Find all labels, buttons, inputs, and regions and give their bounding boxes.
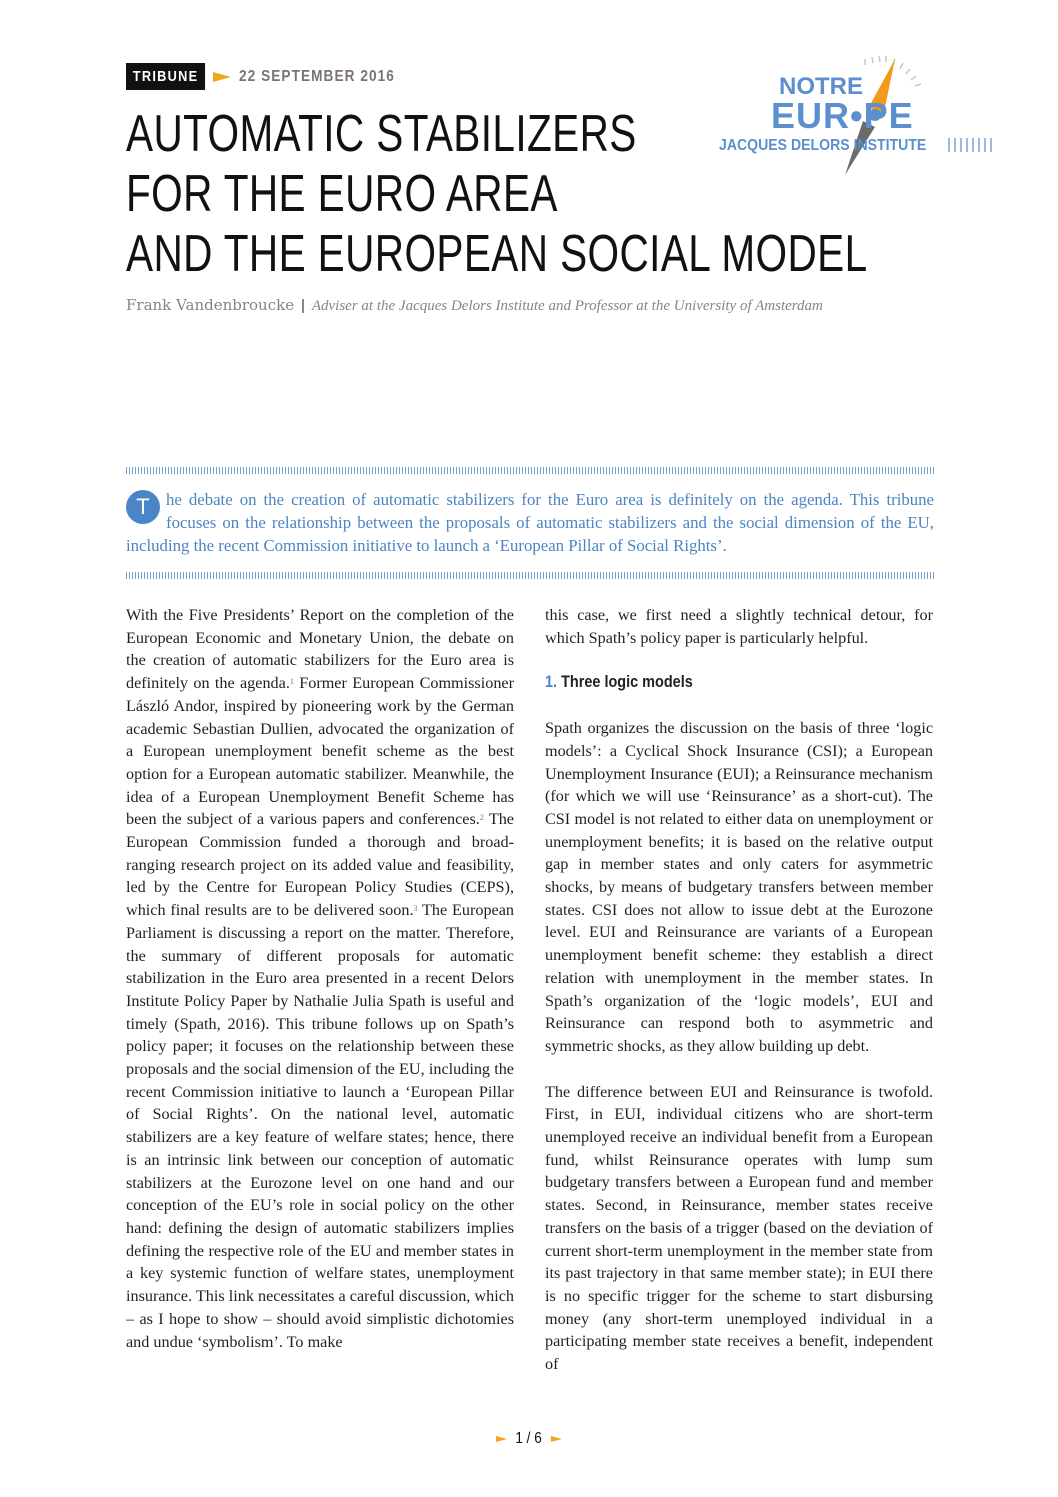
- page-title: [126, 104, 868, 284]
- paragraph: Spath organizes the discussion on the basis of three ‘logic models’: a Cyclical Shock Insurance (CSI); a European Unemployment Insurance (EUI); a Reinsurance mechanism (for which we will use ‘Reinsurance’ as a short-cut). The CSI model is not related to either data on unemployment or unemployment benefits; it is based on the relative output gap in member states and only caters for asymmetric shocks, by means of budgetary transfers between member states. CSI does not allow to issue debt at the Eurozone level. EUI and Reinsurance are variants of a European unemployment benefit scheme: they establish a direct relation with unemployment in the member states. In Spath’s organization of the ‘logic models’, EUI and Reinsurance can respond both to asymmetric and symmetric shocks, as they allow building up debt.: [545, 719, 933, 1055]
- page-number: 1 / 6: [515, 1430, 543, 1447]
- paragraph: this case, we first need a slightly technical detour, for which Spath’s policy paper is particularly helpful.: [545, 606, 933, 647]
- logo-bars: [948, 138, 992, 152]
- page-footer: [0, 1430, 1058, 1448]
- text-run: With the Five Presidents’ Report on the completion of the European Economic and Monetary Union, the debate on the creation of automatic stabilizers for the Euro area is definitely on the agenda.: [126, 606, 514, 693]
- footnote-ref-2[interactable]: 2: [479, 813, 484, 823]
- publication-date: 22 SEPTEMBER 2016: [239, 67, 396, 85]
- section-heading: [545, 671, 875, 694]
- dropcap: T: [126, 490, 160, 524]
- section-number: 1.: [545, 672, 558, 692]
- title-line-2: FOR THE EURO AREA: [126, 165, 558, 223]
- title-line-1: AUTOMATIC STABILIZERS: [126, 105, 637, 163]
- body-column-right: [545, 604, 933, 1376]
- arrow-right-icon: [213, 72, 231, 82]
- footnote-ref-3[interactable]: 3: [413, 904, 418, 914]
- date-wrap: [213, 68, 416, 86]
- header-row: [126, 63, 416, 90]
- intro-text: he debate on the creation of automatic stabilizers for the Euro area is definitely on the agenda. This tribune focuses on the relationship between the proposals of automatic stabilizers and the social dimension of the EU, including the recent Commission initiative to launch a ‘European Pillar of Social Rights’.: [126, 490, 934, 555]
- arrow-right-icon: [496, 1436, 507, 1442]
- text-run: Former European Commissioner László Andor, inspired by pioneering work by the German academic Sebastian Dullien, advocated the organization of a European unemployment benefit scheme as the best option for a European automatic stabilizer. Meanwhile, the idea of a European Unemployment Benefit Scheme has been the subject of a various papers and conferences.: [126, 674, 514, 829]
- author-line: [126, 296, 823, 315]
- author-role: Adviser at the Jacques Delors Institute and Professor at the University of Amsterdam: [311, 298, 823, 314]
- title-line-3: AND THE EUROPEAN SOCIAL MODEL: [126, 225, 868, 283]
- body-column-left: [126, 604, 514, 1353]
- logo-jacques-delors-institute: JACQUES DELORS INSTITUTE: [719, 137, 927, 154]
- tribune-tag: TRIBUNE: [126, 63, 205, 90]
- paragraph: [126, 604, 514, 1353]
- divider-top: [126, 467, 934, 474]
- section-title: Three logic models: [557, 672, 693, 692]
- logo-notre: NOTRE: [779, 73, 863, 100]
- text-run: The European Parliament is discussing a report on the matter. Therefore, the summary of different proposals for automatic stabilization in the Euro area presented in a recent Delors Institute Policy Paper by Nathalie Julia Spath is useful and timely (Spath, 2016). This tribune follows up on Spath’s policy paper; it focuses on the relationship between these proposals and the social dimension of the EU, including the recent Commission initiative to launch a ‘European Pillar of Social Rights’. On the national level, automatic stabilizers are a key feature of welfare states; hence, there is an intrinsic link between our conception of automatic stabilizers at the Eurozone level on one hand and our conception of the EU’s role in social policy on the other hand: defining the design of automatic stabilizers implies defining the respective role of the EU and member states in a key systemic function of welfare states, unemployment insurance. This link necessitates a careful discussion, which – as I hope to show – should avoid simplistic dichotomies and undue ‘symbolism’. To make: [126, 901, 514, 1351]
- logo-europe: EUR•PE: [771, 95, 914, 136]
- arrow-right-icon: [551, 1436, 562, 1442]
- footnote-ref-1[interactable]: 1: [289, 677, 294, 687]
- divider-bottom: [126, 572, 934, 579]
- paragraph: The difference between EUI and Reinsurance is twofold. First, in EUI, individual citizens who are short-term unemployed receive an individual benefit from a European fund, whilst Reinsurance operates with lump sum budgetary transfers between a European fund and member states. Second, in Reinsurance, member states receive transfers on the basis of a trigger (based on the deviation of current short-term unemployment in the member state from its past trajectory in that same member state); in EUI there is no specific trigger for the scheme to start disbursing money (any short-term unemployed individual in a participating member state receives a benefit, independent of: [545, 1082, 933, 1374]
- author-name: Frank Vandenbroucke: [126, 296, 295, 314]
- author-separator: |: [300, 297, 306, 314]
- text-run: The European Commission funded a thorough and broad-ranging research project on its added value and feasibility, led by the Centre for European Policy Studies (CEPS), which final results are to be delivered soon.: [126, 810, 514, 920]
- intro-abstract: [126, 488, 934, 557]
